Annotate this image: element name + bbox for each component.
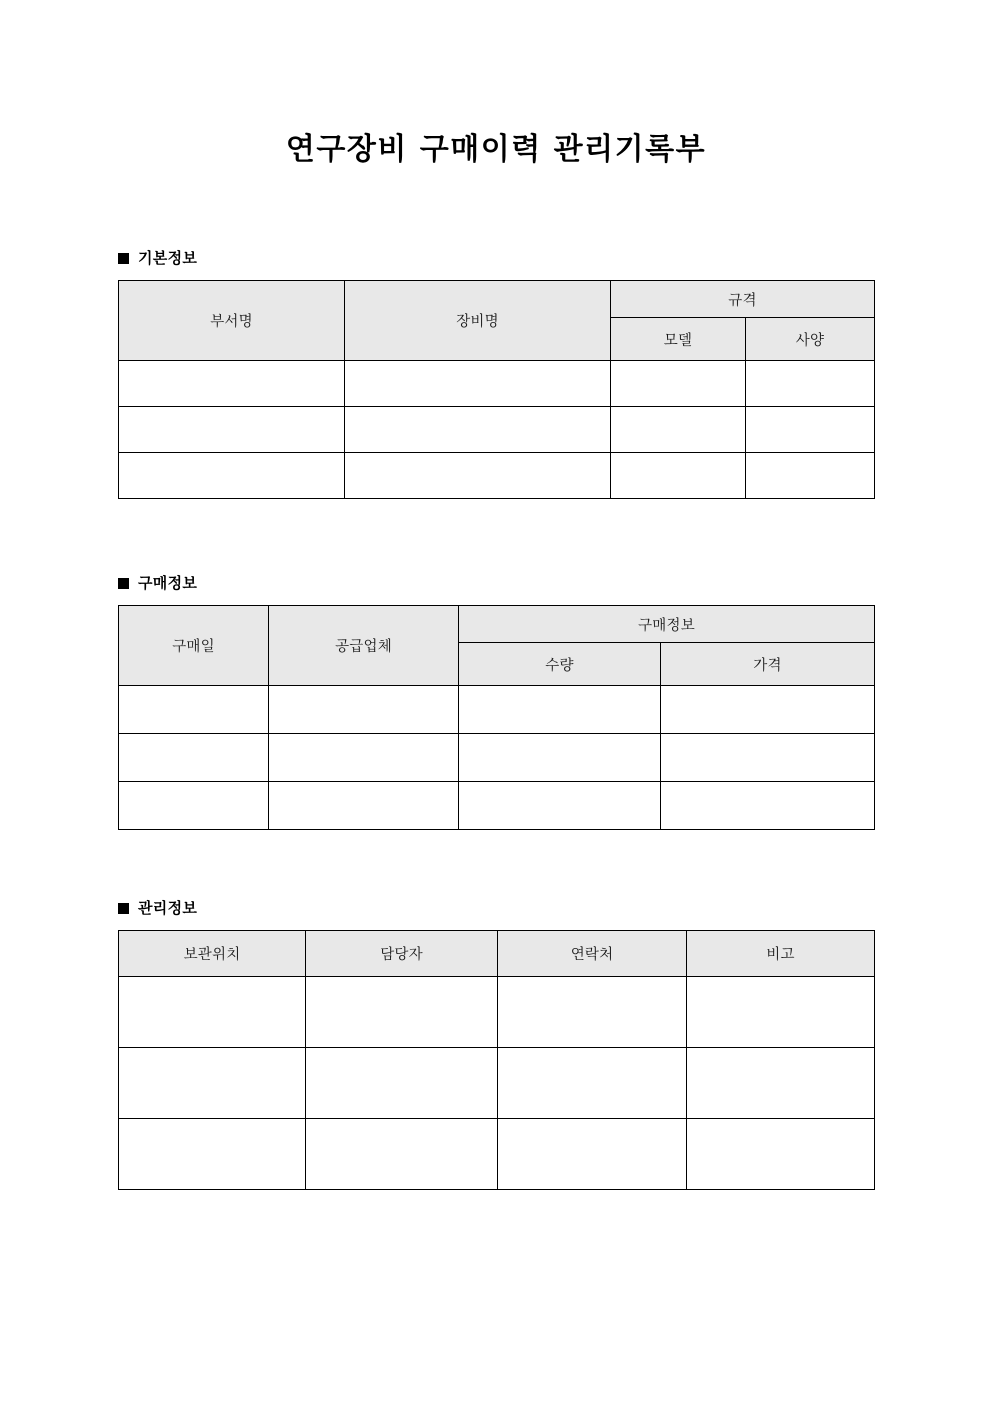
section-heading-management-info	[118, 898, 874, 918]
cell-price[interactable]	[661, 734, 875, 782]
table-row	[119, 686, 875, 734]
section-heading-label: 기본정보	[138, 248, 198, 267]
cell-supplier[interactable]	[269, 686, 459, 734]
table-management-info	[118, 930, 875, 1190]
cell-spec[interactable]	[746, 407, 875, 453]
cell-quantity[interactable]	[459, 782, 661, 830]
column-header-person-in-charge: 담당자	[306, 931, 498, 977]
table-row	[119, 361, 875, 407]
column-header-specification-group: 규격	[611, 281, 875, 318]
table-header-row	[119, 931, 875, 977]
cell-storage-location[interactable]	[119, 1119, 306, 1190]
section-purchase-info	[118, 573, 874, 830]
cell-purchase-date[interactable]	[119, 734, 269, 782]
column-header-purchase-date: 구매일	[119, 606, 269, 686]
column-header-supplier: 공급업체	[269, 606, 459, 686]
section-management-info	[118, 898, 874, 1190]
section-basic-info	[118, 248, 874, 499]
table-row	[119, 1119, 875, 1190]
cell-supplier[interactable]	[269, 782, 459, 830]
cell-remarks[interactable]	[687, 1048, 875, 1119]
cell-supplier[interactable]	[269, 734, 459, 782]
cell-department[interactable]	[119, 361, 345, 407]
cell-person-in-charge[interactable]	[306, 1048, 498, 1119]
section-heading-purchase-info	[118, 573, 874, 593]
cell-department[interactable]	[119, 407, 345, 453]
column-header-spec: 사양	[746, 318, 875, 361]
cell-remarks[interactable]	[687, 977, 875, 1048]
column-header-price: 가격	[661, 643, 875, 686]
table-row	[119, 407, 875, 453]
square-bullet-icon	[118, 578, 129, 589]
cell-model[interactable]	[611, 361, 746, 407]
table-row	[119, 453, 875, 499]
cell-spec[interactable]	[746, 361, 875, 407]
table-purchase-info	[118, 605, 875, 830]
table-row	[119, 1048, 875, 1119]
page-title: 연구장비 구매이력 관리기록부	[285, 132, 707, 167]
section-heading-label: 구매정보	[138, 573, 198, 592]
table-row	[119, 977, 875, 1048]
section-heading-label: 관리정보	[138, 898, 198, 917]
cell-equipment-name[interactable]	[345, 361, 611, 407]
cell-contact[interactable]	[498, 1048, 687, 1119]
cell-storage-location[interactable]	[119, 1048, 306, 1119]
cell-department[interactable]	[119, 453, 345, 499]
column-header-department: 부서명	[119, 281, 345, 361]
table-header-row	[119, 281, 875, 318]
cell-quantity[interactable]	[459, 686, 661, 734]
square-bullet-icon	[118, 253, 129, 264]
cell-quantity[interactable]	[459, 734, 661, 782]
section-heading-basic-info	[118, 248, 874, 268]
cell-model[interactable]	[611, 407, 746, 453]
table-row	[119, 782, 875, 830]
cell-contact[interactable]	[498, 977, 687, 1048]
square-bullet-icon	[118, 903, 129, 914]
cell-remarks[interactable]	[687, 1119, 875, 1190]
table-header-row	[119, 606, 875, 643]
column-header-remarks: 비고	[687, 931, 875, 977]
cell-contact[interactable]	[498, 1119, 687, 1190]
cell-price[interactable]	[661, 782, 875, 830]
column-header-purchase-info-group: 구매정보	[459, 606, 875, 643]
cell-person-in-charge[interactable]	[306, 1119, 498, 1190]
column-header-storage-location: 보관위치	[119, 931, 306, 977]
column-header-contact: 연락처	[498, 931, 687, 977]
cell-equipment-name[interactable]	[345, 407, 611, 453]
cell-purchase-date[interactable]	[119, 782, 269, 830]
column-header-quantity: 수량	[459, 643, 661, 686]
cell-model[interactable]	[611, 453, 746, 499]
table-row	[119, 734, 875, 782]
cell-person-in-charge[interactable]	[306, 977, 498, 1048]
table-basic-info	[118, 280, 875, 499]
cell-storage-location[interactable]	[119, 977, 306, 1048]
column-header-equipment-name: 장비명	[345, 281, 611, 361]
column-header-model: 모델	[611, 318, 746, 361]
cell-purchase-date[interactable]	[119, 686, 269, 734]
cell-spec[interactable]	[746, 453, 875, 499]
cell-price[interactable]	[661, 686, 875, 734]
cell-equipment-name[interactable]	[345, 453, 611, 499]
